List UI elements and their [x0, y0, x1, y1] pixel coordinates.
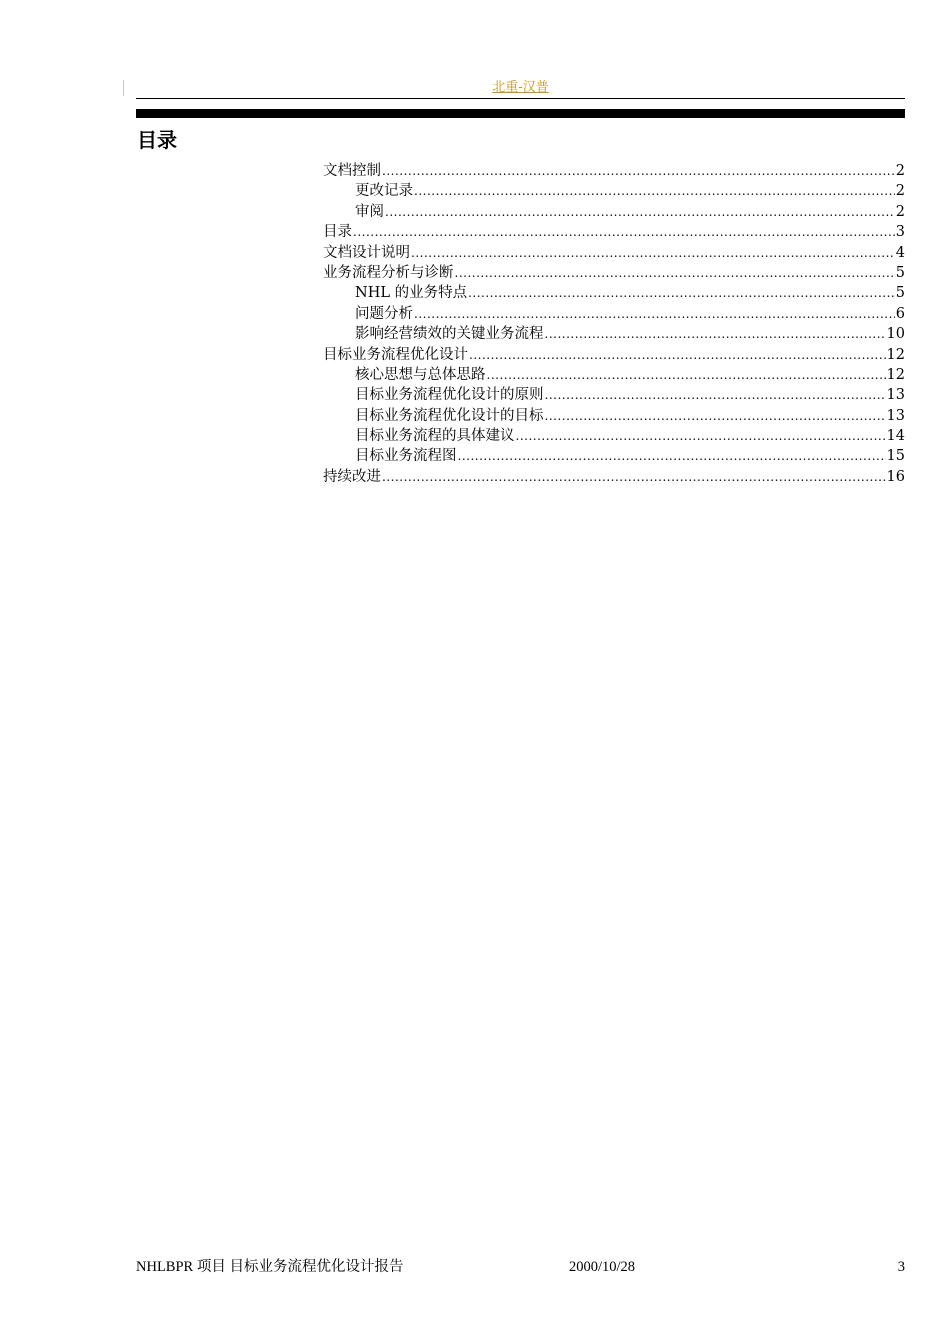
toc-entry[interactable] — [323, 263, 905, 283]
toc-dot-leader — [353, 222, 895, 242]
toc-dot-leader — [468, 283, 895, 303]
header-rule-thin — [136, 98, 905, 99]
toc-entry-page: 2 — [895, 203, 905, 220]
toc-entry-label: 目标业务流程优化设计 — [323, 346, 468, 363]
toc-dot-leader — [411, 243, 895, 263]
toc-dot-leader — [414, 304, 895, 324]
toc-entry[interactable] — [323, 161, 905, 181]
toc-entry-label: 目录 — [323, 224, 352, 241]
toc-entry[interactable] — [323, 426, 905, 446]
toc-entry-page: 2 — [895, 183, 905, 200]
toc-entry-label: 业务流程分析与诊断 — [323, 264, 454, 281]
toc-entry-label: 更改记录 — [355, 183, 413, 200]
toc-entry[interactable] — [323, 243, 905, 263]
toc-entry[interactable] — [323, 304, 905, 324]
toc-entry-page: 13 — [886, 387, 905, 404]
toc-entry[interactable] — [323, 446, 905, 466]
toc-entry[interactable] — [323, 222, 905, 242]
toc-entry-page: 13 — [886, 407, 905, 424]
toc-entry-label: 目标业务流程优化设计的目标 — [355, 407, 544, 424]
toc-dot-leader — [458, 446, 886, 466]
toc-entry[interactable] — [323, 283, 905, 303]
margin-mark — [123, 80, 124, 96]
toc-entry-label: 核心思想与总体思路 — [355, 366, 486, 383]
toc-entry-page: 2 — [895, 163, 905, 179]
footer-page-number: 3 — [897, 1259, 905, 1275]
toc-dot-leader — [487, 365, 886, 385]
toc-entry-page: 5 — [895, 285, 905, 302]
toc-entry-page: 6 — [895, 305, 905, 322]
toc-entry-label: 文档控制 — [323, 163, 381, 179]
toc-dot-leader — [545, 324, 886, 344]
toc-heading: 目录 — [137, 128, 177, 152]
toc-entry-label: 文档设计说明 — [323, 244, 410, 261]
toc-entry-page: 15 — [886, 448, 905, 465]
toc-entry-label: 问题分析 — [355, 305, 413, 322]
toc-entry-page: 10 — [886, 326, 905, 343]
toc-entry[interactable] — [323, 385, 905, 405]
toc-dot-leader — [385, 202, 895, 222]
toc-dot-leader — [469, 345, 886, 365]
toc-entry-page: 12 — [886, 366, 905, 383]
toc-dot-leader — [382, 161, 895, 181]
footer-document-title: NHLBPR 项目 目标业务流程优化设计报告 — [136, 1259, 404, 1275]
toc-entry-label: NHL 的业务特点 — [355, 285, 468, 302]
toc-dot-leader — [545, 406, 886, 426]
toc-entry-label: 目标业务流程优化设计的原则 — [355, 387, 544, 404]
toc-entry-label: 目标业务流程的具体建议 — [355, 428, 515, 445]
toc-entry[interactable] — [323, 202, 905, 222]
toc-entry-page: 12 — [886, 346, 905, 363]
toc-entry-label: 审阅 — [355, 203, 384, 220]
toc-entry-page: 4 — [895, 244, 905, 261]
toc-entry-label: 影响经营绩效的关键业务流程 — [355, 326, 544, 343]
toc-entry-page: 16 — [886, 468, 905, 485]
toc-dot-leader — [545, 385, 886, 405]
toc-dot-leader — [516, 426, 886, 446]
header-rule-thick — [136, 109, 905, 118]
toc-entry[interactable] — [323, 467, 905, 487]
toc-entry-page: 3 — [895, 224, 905, 241]
toc-entry[interactable] — [323, 345, 905, 365]
header-title[interactable]: 北重-汉普 — [492, 80, 549, 95]
toc-dot-leader — [455, 263, 895, 283]
toc-entry-page: 14 — [886, 428, 905, 445]
toc-entry[interactable] — [323, 324, 905, 344]
toc-dot-leader — [382, 467, 886, 487]
toc-dot-leader — [414, 181, 895, 201]
toc-entry-page: 5 — [895, 264, 905, 281]
footer-date: 2000/10/28 — [569, 1259, 636, 1275]
toc-entry[interactable] — [323, 365, 905, 385]
table-of-contents — [323, 161, 905, 487]
toc-entry[interactable] — [323, 406, 905, 426]
toc-entry-label: 持续改进 — [323, 468, 381, 485]
toc-entry-label: 目标业务流程图 — [355, 448, 457, 465]
toc-entry[interactable] — [323, 181, 905, 201]
